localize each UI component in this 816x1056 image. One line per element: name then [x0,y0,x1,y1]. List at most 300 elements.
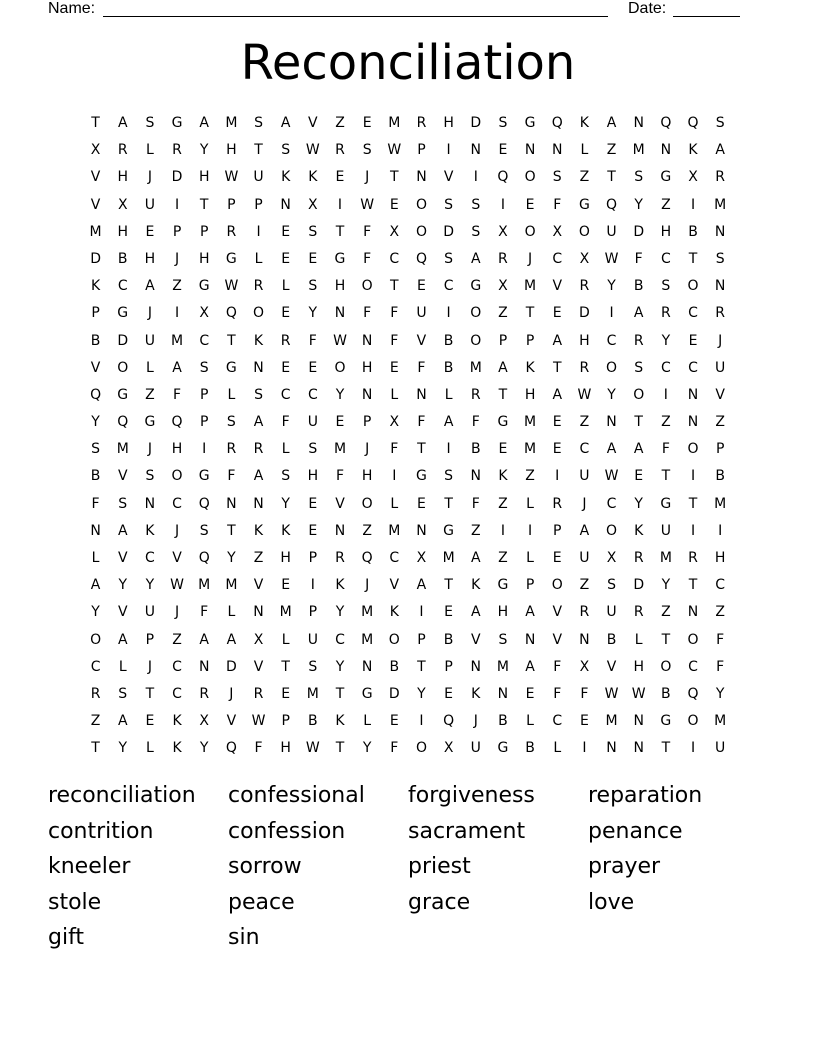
grid-letter: L [281,278,290,295]
grid-letter: N [714,278,726,295]
grid-letter: L [118,658,127,675]
grid-letter: C [552,713,563,730]
grid-row [82,300,734,327]
grid-letter: Q [443,713,455,730]
grid-letter: A [470,604,481,621]
grid-letter: T [335,740,345,757]
grid-letter: F [254,740,263,757]
grid-letter: M [605,713,618,730]
grid-letter: S [661,278,671,295]
grid-letter: E [281,577,291,594]
page-title: Reconciliation [240,35,576,91]
grid-letter: C [389,250,400,267]
grid-letter: G [497,577,509,594]
grid-letter: Y [199,740,209,757]
grid-letter: C [117,278,128,295]
grid-letter: S [498,115,508,131]
grid-letter: G [117,305,129,322]
grid-letter: H [633,658,644,675]
grid-letter: P [417,142,426,159]
grid-letter: P [498,332,508,349]
grid-letter: C [90,658,101,675]
grid-letter: T [91,115,100,131]
grid-letter: G [660,495,672,512]
grid-letter: M [659,550,672,566]
grid-letter: T [688,577,698,594]
grid-letter: M [714,196,727,213]
grid-letter: N [497,685,509,702]
grid-letter: G [660,169,672,186]
grid-letter: C [715,577,726,594]
grid-letter: E [389,359,399,376]
grid-letter: N [660,142,672,159]
grid-letter: U [660,522,671,539]
grid-letter: Y [661,577,671,594]
grid-letter: G [117,386,129,403]
grid-letter: J [365,169,370,186]
grid-letter: X [389,414,400,431]
grid-letter: E [362,115,372,131]
grid-row [82,599,734,626]
grid-letter: E [308,495,318,512]
word-bank-item: peace [228,889,295,915]
grid-letter: T [91,740,100,757]
grid-letter: G [225,359,237,376]
grid-letter: Y [227,550,236,566]
grid-letter: R [90,685,101,702]
grid-letter: U [416,305,427,322]
grid-letter: A [633,305,644,322]
grid-letter: Z [470,522,481,539]
grid-letter: N [280,196,291,213]
grid-letter: I [256,223,261,240]
grid-letter: L [553,740,562,757]
grid-letter: K [579,115,589,131]
grid-letter: V [253,658,264,675]
grid-letter: O [415,740,427,757]
grid-row [82,409,734,436]
grid-letter: Q [497,169,509,186]
grid-letter: S [254,386,263,403]
word-bank-item: forgiveness [408,783,535,808]
name-field-line [103,16,608,17]
grid-letter: T [390,278,399,295]
grid-letter: B [90,332,101,349]
grid-letter: E [281,250,291,267]
grid-letter: W [305,142,320,159]
grid-letter: U [579,468,590,485]
grid-letter: D [443,223,454,240]
grid-letter: D [633,577,645,594]
grid-letter: F [716,658,725,675]
grid-letter: P [362,414,372,431]
grid-letter: S [254,115,263,131]
grid-letter: X [688,169,698,186]
grid-letter: M [632,142,645,159]
grid-letter: M [279,604,292,621]
grid-letter: V [117,468,128,485]
grid-letter: W [387,142,402,159]
grid-letter: P [417,631,426,648]
grid-letter: E [417,495,426,512]
grid-letter: A [525,604,535,621]
grid-letter: R [416,115,427,131]
grid-letter: S [634,169,644,186]
grid-letter: J [174,250,180,267]
grid-letter: F [200,604,209,621]
grid-letter: G [578,196,590,213]
grid-letter: C [688,305,698,322]
grid-letter: W [631,685,646,702]
grid-letter: V [715,386,725,403]
grid-letter: Q [415,250,427,267]
grid-letter: X [416,550,427,566]
grid-letter: H [117,223,128,240]
grid-letter: R [253,278,264,295]
grid-letter: S [308,441,318,458]
grid-letter: G [334,250,346,267]
grid-letter: I [582,740,587,757]
grid-letter: L [227,604,236,621]
grid-letter: O [90,631,102,648]
grid-letter: V [172,550,182,566]
grid-letter: A [199,115,209,131]
grid-letter: K [90,278,101,295]
grid-letter: L [526,550,534,566]
grid-letter: V [443,169,454,186]
grid-letter: M [116,441,129,458]
grid-letter: X [199,305,209,322]
grid-letter: S [145,115,155,131]
grid-letter: A [443,414,454,431]
grid-letter: M [714,713,727,730]
grid-letter: P [145,631,155,648]
grid-letter: P [91,305,100,322]
grid-letter: M [225,577,238,594]
grid-letter: R [633,550,644,566]
grid-letter: S [91,441,101,458]
grid-letter: N [470,658,481,675]
grid-letter: E [308,250,318,267]
grid-letter: U [307,414,318,431]
grid-letter: Y [335,658,345,675]
grid-letter: T [254,142,263,159]
grid-letter: A [226,631,237,648]
grid-letter: X [308,196,318,213]
grid-letter: L [91,550,100,566]
grid-letter: I [718,522,723,539]
grid-letter: N [633,740,644,757]
grid-letter: C [579,441,590,458]
grid-letter: N [470,142,481,159]
grid-letter: K [688,142,698,159]
grid-letter: Y [199,142,209,159]
grid-letter: I [609,305,614,322]
grid-letter: M [333,441,347,458]
grid-letter: T [634,414,643,431]
grid-letter: A [199,631,209,648]
grid-letter: K [471,577,481,594]
grid-letter: V [253,577,264,594]
grid-letter: V [117,550,128,566]
grid-letter: D [388,685,400,702]
grid-letter: W [224,169,239,186]
grid-letter: H [307,468,319,485]
word-bank-item: penance [588,818,683,844]
grid-letter: N [90,522,101,539]
grid-letter: E [417,278,426,295]
grid-letter: F [363,250,372,267]
grid-letter: B [715,468,725,485]
grid-letter: B [688,223,698,240]
grid-letter: E [525,196,535,213]
grid-letter: R [715,169,726,186]
grid-letter: O [606,522,618,539]
grid-letter: X [579,658,590,675]
word-bank-item: gift [48,925,85,951]
grid-letter: H [280,550,291,566]
grid-letter: F [308,332,317,349]
grid-letter: I [446,142,451,159]
grid-letter: V [335,495,345,512]
grid-letter: E [308,359,318,376]
grid-letter: N [361,658,373,675]
grid-letter: O [687,713,699,730]
grid-letter: E [444,685,454,702]
grid-row [82,735,734,762]
grid-letter: F [227,468,236,485]
grid-letter: T [661,740,671,757]
grid-letter: X [389,223,400,240]
grid-letter: C [145,550,155,566]
grid-letter: Z [579,414,590,431]
grid-letter: Q [198,495,210,512]
grid-letter: E [552,414,562,431]
grid-letter: E [579,713,589,730]
grid-letter: E [145,223,155,240]
grid-letter: S [281,468,291,485]
grid-letter: T [444,577,453,594]
grid-letter: Z [253,550,264,566]
grid-letter: E [389,713,399,730]
grid-letter: E [498,142,508,159]
grid-letter: A [633,441,644,458]
grid-letter: N [416,386,427,403]
grid-letter: H [226,142,237,159]
grid-letter: A [606,441,617,458]
grid-letter: N [253,359,264,376]
word-bank-item: love [588,889,635,915]
grid-letter: P [308,604,318,621]
grid-letter: G [198,278,210,295]
grid-letter: K [145,522,155,539]
word-bank-item: sorrow [228,854,302,880]
grid-letter: J [365,441,370,458]
grid-letter: F [553,658,562,675]
grid-letter: R [552,495,563,512]
grid-letter: A [552,332,563,349]
grid-letter: N [470,468,481,485]
grid-letter: B [443,631,454,648]
grid-letter: A [117,115,128,131]
grid-letter: C [660,359,671,376]
grid-letter: E [525,685,535,702]
grid-letter: X [498,278,508,295]
grid-letter: E [552,550,562,566]
grid-letter: E [552,305,562,322]
grid-letter: W [224,278,239,295]
grid-letter: I [555,468,560,485]
grid-letter: V [552,604,563,621]
grid-letter: I [337,196,343,213]
word-bank-item: confession [228,818,346,844]
grid-letter: H [171,441,183,458]
grid-letter: O [171,468,183,485]
grid-letter: A [145,278,155,295]
grid-letter: D [117,332,129,349]
grid-letter: I [446,305,451,322]
grid-letter: Y [715,685,725,702]
grid-letter: U [144,196,156,213]
grid-letter: K [308,169,318,186]
grid-letter: Y [281,495,290,512]
grid-letter: O [687,441,699,458]
grid-letter: Q [687,685,699,702]
grid-letter: R [498,250,508,267]
grid-letter: I [310,577,315,594]
grid-row [82,164,734,191]
grid-letter: A [117,713,128,730]
grid-letter: Y [335,386,345,403]
grid-letter: K [172,713,182,730]
grid-letter: E [688,332,698,349]
grid-letter: S [471,196,481,213]
grid-letter: I [500,196,505,213]
grid-letter: S [715,115,725,131]
grid-letter: C [688,658,698,675]
grid-letter: Y [634,495,643,512]
grid-letter: C [552,250,563,267]
grid-letter: A [280,115,291,131]
grid-letter: H [660,223,672,240]
grid-letter: R [579,278,590,295]
grid-letter: P [227,196,236,213]
grid-letter: Q [198,550,210,566]
grid-letter: M [388,522,401,539]
grid-letter: O [660,658,672,675]
grid-letter: O [687,278,699,295]
grid-letter: E [634,468,644,485]
grid-letter: F [363,305,372,322]
grid-letter: L [390,386,399,403]
grid-row [82,192,734,219]
grid-letter: R [253,441,264,458]
grid-letter: F [716,631,725,648]
grid-letter: E [335,414,345,431]
grid-letter: V [90,169,101,186]
grid-letter: U [253,169,264,186]
grid-letter: Q [117,414,129,431]
grid-letter: E [552,441,562,458]
grid-letter: Z [172,278,182,295]
grid-letter: G [416,468,427,485]
grid-letter: P [525,332,535,349]
grid-letter: Q [606,196,618,213]
grid-letter: F [281,414,290,431]
grid-letter: C [335,631,345,648]
grid-letter: N [198,658,210,675]
grid-letter: Y [118,740,128,757]
grid-letter: M [361,631,374,648]
grid-letter: I [500,522,505,539]
grid-letter: H [443,115,454,131]
grid-letter: R [470,386,481,403]
grid-letter: S [226,414,236,431]
grid-letter: S [471,223,481,240]
grid-letter: I [174,196,180,213]
grid-letter: H [117,169,128,186]
grid-letter: F [580,685,589,702]
grid-letter: I [690,468,696,485]
grid-letter: X [579,250,590,267]
grid-letter: E [308,522,318,539]
grid-letter: M [171,332,184,349]
grid-letter: T [199,196,209,213]
grid-letter: Z [661,414,671,431]
grid-letter: H [361,468,373,485]
grid-row [82,681,734,708]
grid-letter: S [199,522,209,539]
word-bank-item: contrition [48,818,154,844]
grid-letter: B [117,250,128,267]
grid-letter: N [144,495,156,512]
grid-letter: T [688,495,698,512]
grid-letter: D [90,250,101,267]
grid-letter: F [390,332,399,349]
grid-letter: Y [634,196,643,213]
grid-letter: S [444,250,454,267]
grid-letter: A [606,115,617,131]
grid-letter: Z [145,386,155,403]
grid-letter: I [419,713,424,730]
grid-letter: L [145,740,154,757]
grid-letter: W [305,740,320,757]
grid-letter: V [552,278,563,295]
grid-letter: Q [687,115,699,131]
grid-letter: L [634,631,643,648]
grid-letter: X [552,223,563,240]
grid-letter: X [443,740,454,757]
grid-letter: A [715,142,725,159]
grid-letter: E [281,685,291,702]
grid-letter: U [606,223,617,240]
grid-letter: N [226,495,237,512]
grid-letter: E [281,305,291,322]
grid-letter: S [498,631,508,648]
grid-letter: Q [90,386,102,403]
grid-letter: O [117,359,129,376]
grid-letter: A [172,359,182,376]
grid-letter: D [633,223,645,240]
grid-letter: I [690,522,696,539]
grid-row [82,627,734,654]
grid-letter: T [227,332,236,349]
grid-letter: J [174,522,180,539]
grid-letter: Q [660,115,672,131]
grid-letter: N [524,631,536,648]
grid-row [82,355,734,382]
grid-letter: N [416,522,427,539]
